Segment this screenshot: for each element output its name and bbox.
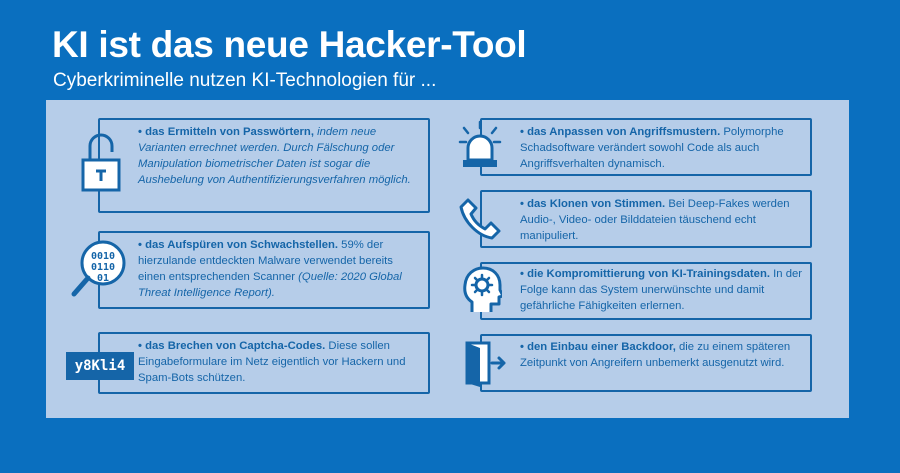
- captcha-icon: y8Kli4: [66, 352, 134, 380]
- card-backdoor-heading: den Einbau einer Backdoor,: [527, 341, 676, 353]
- page-title: KI ist das neue Hacker-Tool: [52, 24, 527, 65]
- svg-text:01: 01: [96, 273, 110, 284]
- card-attack-patterns-text: • das Anpassen von Angriffsmustern. Polymorphe Schadsoftware verändert sowohl Code als auch Angriffsverhalten dynamisch.: [520, 126, 784, 170]
- padlock-icon: [78, 130, 124, 196]
- svg-text:0010: 0010: [90, 251, 116, 262]
- page-subtitle: Cyberkriminelle nutzen KI-Technologien für ...: [53, 70, 437, 91]
- card-voice-cloning-heading: das Klonen von Stimmen.: [527, 198, 666, 210]
- card-captcha-text: • das Brechen von Captcha-Codes. Diese sollen Eingabeformulare im Netz eigentlich vor Hackern und Spam-Bots schützen.: [138, 340, 406, 384]
- card-vulnerabilities-text: • das Aufspüren von Schwachstellen. 59% der hierzulande entdeckten Malware verwendet bereits einen entsprechenden Scanner (Quelle: 2020 Global Threat Intelligence Report).: [138, 239, 402, 299]
- card-passwords-desc: indem neue Varianten errechnet werden. Durch Fälschung oder Manipulation biometrischer Daten ist sogar die Aushebelung von Authentifizierungsverfahren möglich.: [138, 126, 411, 186]
- svg-text:0110: 0110: [90, 262, 116, 273]
- card-backdoor-desc: die zu einem späteren Zeitpunkt von Angreifern unbemerkt ausgenutzt wird.: [520, 341, 791, 369]
- card-vulnerabilities-desc: 59% der hierzulande entdeckten Malware verwendet bereits einen entsprechenden Scanner: [138, 239, 393, 283]
- card-passwords-heading: das Ermitteln von Passwörtern,: [145, 126, 314, 138]
- door-exit-icon: [464, 340, 508, 388]
- magnifier-binary-icon: [70, 238, 128, 300]
- card-training-data-heading: die Kompromittierung von KI-Trainingsdaten.: [527, 268, 770, 280]
- card-attack-patterns-desc: Polymorphe Schadsoftware verändert sowohl Code als auch Angriffsverhalten dynamisch.: [520, 126, 784, 170]
- head-gear-icon: [462, 266, 502, 314]
- phone-icon: [458, 196, 502, 242]
- card-vulnerabilities-heading: das Aufspüren von Schwachstellen.: [145, 239, 339, 251]
- card-voice-cloning-desc: Bei Deep-Fakes werden Audio-, Video- oder Bilddateien täuschend echt manipuliert.: [520, 198, 790, 242]
- card-captcha-desc: Diese sollen Eingabeformulare im Netz eigentlich vor Hackern und Spam-Bots schützen.: [138, 340, 406, 384]
- card-backdoor-text: • den Einbau einer Backdoor, die zu einem späteren Zeitpunkt von Angreifern unbemerkt ausgenutzt wird.: [520, 341, 791, 369]
- card-passwords-text: • das Ermitteln von Passwörtern, indem neue Varianten errechnet werden. Durch Fälschung oder Manipulation biometrischer Daten ist sogar die Aushebelung von Authentifizierungsverfahren möglich.: [138, 126, 411, 186]
- card-attack-patterns-heading: das Anpassen von Angriffsmustern.: [527, 126, 721, 138]
- alarm-light-icon: [458, 120, 502, 170]
- card-captcha-heading: das Brechen von Captcha-Codes.: [145, 340, 326, 352]
- card-voice-cloning-text: • das Klonen von Stimmen. Bei Deep-Fakes werden Audio-, Video- oder Bilddateien täuschend echt manipuliert.: [520, 198, 790, 242]
- card-training-data-desc: In der Folge kann das System unerwünschte und damit gefährliche Fähigkeiten erlernen.: [520, 268, 803, 312]
- card-training-data-text: • die Kompromittierung von KI-Trainingsdaten. In der Folge kann das System unerwünschte und damit gefährliche Fähigkeiten erlernen.: [520, 268, 803, 312]
- card-vulnerabilities-source: (Quelle: 2020 Global Threat Intelligence Report).: [138, 271, 402, 299]
